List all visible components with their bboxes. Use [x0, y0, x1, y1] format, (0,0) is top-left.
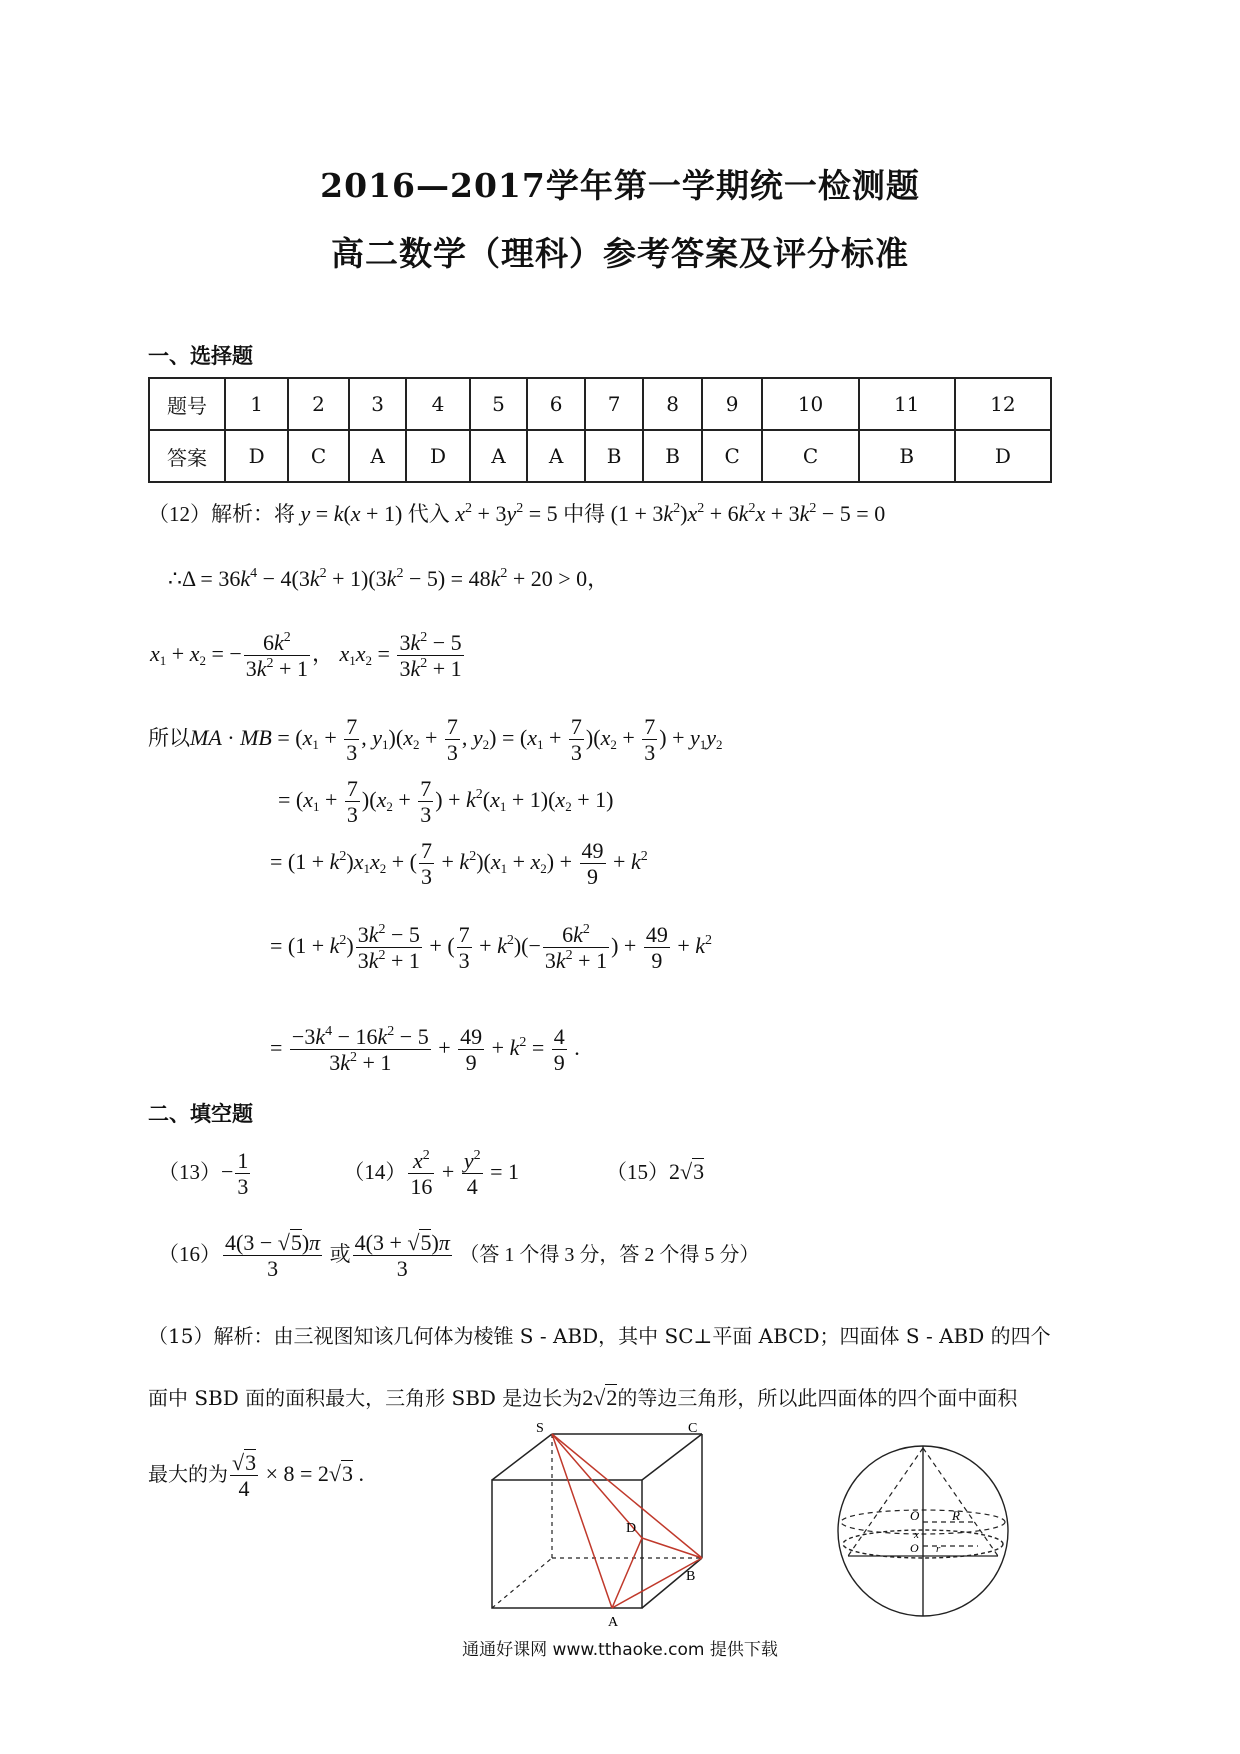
table-cell: A: [349, 430, 407, 482]
q12-step1: = ($x_1$ + $\frac{7}{3}$ )($x_2$ + $\frac{7}{3}$ ) + $k^2(x_1 + 1)(x_2 + 1)$: [278, 776, 614, 828]
fill-answers-row: （13）− $\frac{1}{3}$ （14） $\frac{x^2}{16}$ + $\frac{y^2}{4}$ = 1 （15）2√3: [158, 1148, 705, 1200]
label-c: C: [688, 1421, 698, 1436]
table-cell: B: [643, 430, 701, 482]
table-cell: D: [406, 430, 469, 482]
cube-pyramid-figure: [480, 1420, 710, 1630]
label-x: x: [914, 1529, 919, 1541]
table-cell: 4: [406, 378, 469, 430]
table-cell: C: [762, 430, 858, 482]
q12-result: = $\frac{-3k^4 - 16k^2 - 5}{3k^2 + 1}$ + $\frac{49}{9}$ + $k^2$ = $\frac{4}{9}$ .: [270, 1024, 580, 1076]
table-cell: C: [702, 430, 763, 482]
q12-step3: = $(1 + k^2)$ $\frac{3k^2 - 5}{3k^2 + 1}$ + ( $\frac{7}{3}$ + $k^2)(-$ $\frac{6k^2}{3k^2 + 1}$ ) + $\frac{49}{9}$ + $k^2$: [270, 922, 713, 974]
q12-step2: = $(1 + k^2)x_1x_2$ + ( $\frac{7}{3}$ + $k^2)(x_1 + x_2)$ + $\frac{49}{9}$ + $k^2$: [270, 838, 648, 890]
footer-source: 通通好课网 www.tthaoke.com 提供下载: [462, 1640, 778, 1660]
table-cell: A: [527, 430, 585, 482]
table-cell: 8: [643, 378, 701, 430]
table-cell: 3: [349, 378, 407, 430]
row-label-answer: 答案: [149, 430, 225, 482]
table-cell: 2: [288, 378, 349, 430]
q12-discriminant: ∴Δ = $36k^4 - 4(3k^2 + 1)(3k^2 - 5) = 48k^2 + 20 > 0$，: [168, 566, 610, 591]
table-cell: D: [225, 430, 288, 482]
table-cell: 6: [527, 378, 585, 430]
answer-table: [148, 377, 1052, 483]
fill-q16-row: （16） $\frac{4(3 - √5)\pi}{3}$ 或 $\frac{4(3 + √5)\pi}{3}$ （答 1 个得 3 分，答 2 个得 5 分）: [158, 1230, 760, 1282]
label-o1: O: [910, 1541, 919, 1555]
table-cell: C: [288, 430, 349, 482]
label-r-small: r: [936, 1543, 941, 1555]
title-year: 2016—2017学年第一学期统一检测题: [320, 166, 920, 205]
table-cell: 10: [762, 378, 858, 430]
section-fill: 二、填空题: [148, 1101, 253, 1126]
table-cell: 12: [955, 378, 1051, 430]
table-cell: 11: [859, 378, 955, 430]
label-a: A: [608, 1615, 619, 1630]
row-label-number: 题号: [149, 378, 225, 430]
table-cell: A: [470, 430, 528, 482]
title-subject: 高二数学（理科）参考答案及评分标准: [331, 234, 909, 273]
label-o: O: [910, 1508, 920, 1523]
q15-solution-line2: 面中 SBD 面的面积最大，三角形 SBD 是边长为2√2的等边三角形，所以此四面体的四个面中面积: [148, 1385, 1018, 1410]
label-r-big: R: [952, 1508, 960, 1523]
table-cell: B: [859, 430, 955, 482]
table-row: [149, 430, 1051, 482]
q15-solution-line1: （15）解析：由三视图知该几何体为棱锥 S - ABD，其中 SC⊥平面 ABCD；四面体 S - ABD 的四个: [148, 1324, 1051, 1348]
section-choice: 一、选择题: [148, 343, 253, 368]
label-b: B: [686, 1569, 696, 1584]
table-cell: 5: [470, 378, 528, 430]
table-cell: 1: [225, 378, 288, 430]
table-cell: D: [955, 430, 1051, 482]
label-d: D: [626, 1521, 637, 1536]
sphere-cone-figure: [828, 1436, 1018, 1626]
q12-line1: （12）解析：将 y = k(x + 1) 代入 $x^2 + 3y^2 = 5$ 中得 $(1 + 3k^2)x^2 + 6k^2x + 3k^2 - 5 = 0$: [148, 501, 886, 526]
table-cell: 9: [702, 378, 763, 430]
q12-vieta: $x_1 + x_2$ = − $\frac{6k^2}{3k^2 + 1}$ ， $x_1x_2$ = $\frac{3k^2 - 5}{3k^2 + 1}$: [150, 630, 462, 682]
table-cell: B: [585, 430, 643, 482]
q15-solution-line3: 最大的为 $\frac{√3}{4}$ × 8 = 2√3 .: [148, 1450, 364, 1502]
label-s: S: [536, 1421, 544, 1436]
q12-dot-product: 所以MA · MB = ($x_1$ + $\frac{7}{3}$ , $y_1)(x_2$ + $\frac{7}{3}$ , $y_2) = (x_1$ + $\frac{7}{3}$ )($x_2$ + $\frac{7}{3}$ ) + $y_1y_2$: [148, 714, 723, 766]
table-cell: 7: [585, 378, 643, 430]
table-row: [149, 378, 1051, 430]
